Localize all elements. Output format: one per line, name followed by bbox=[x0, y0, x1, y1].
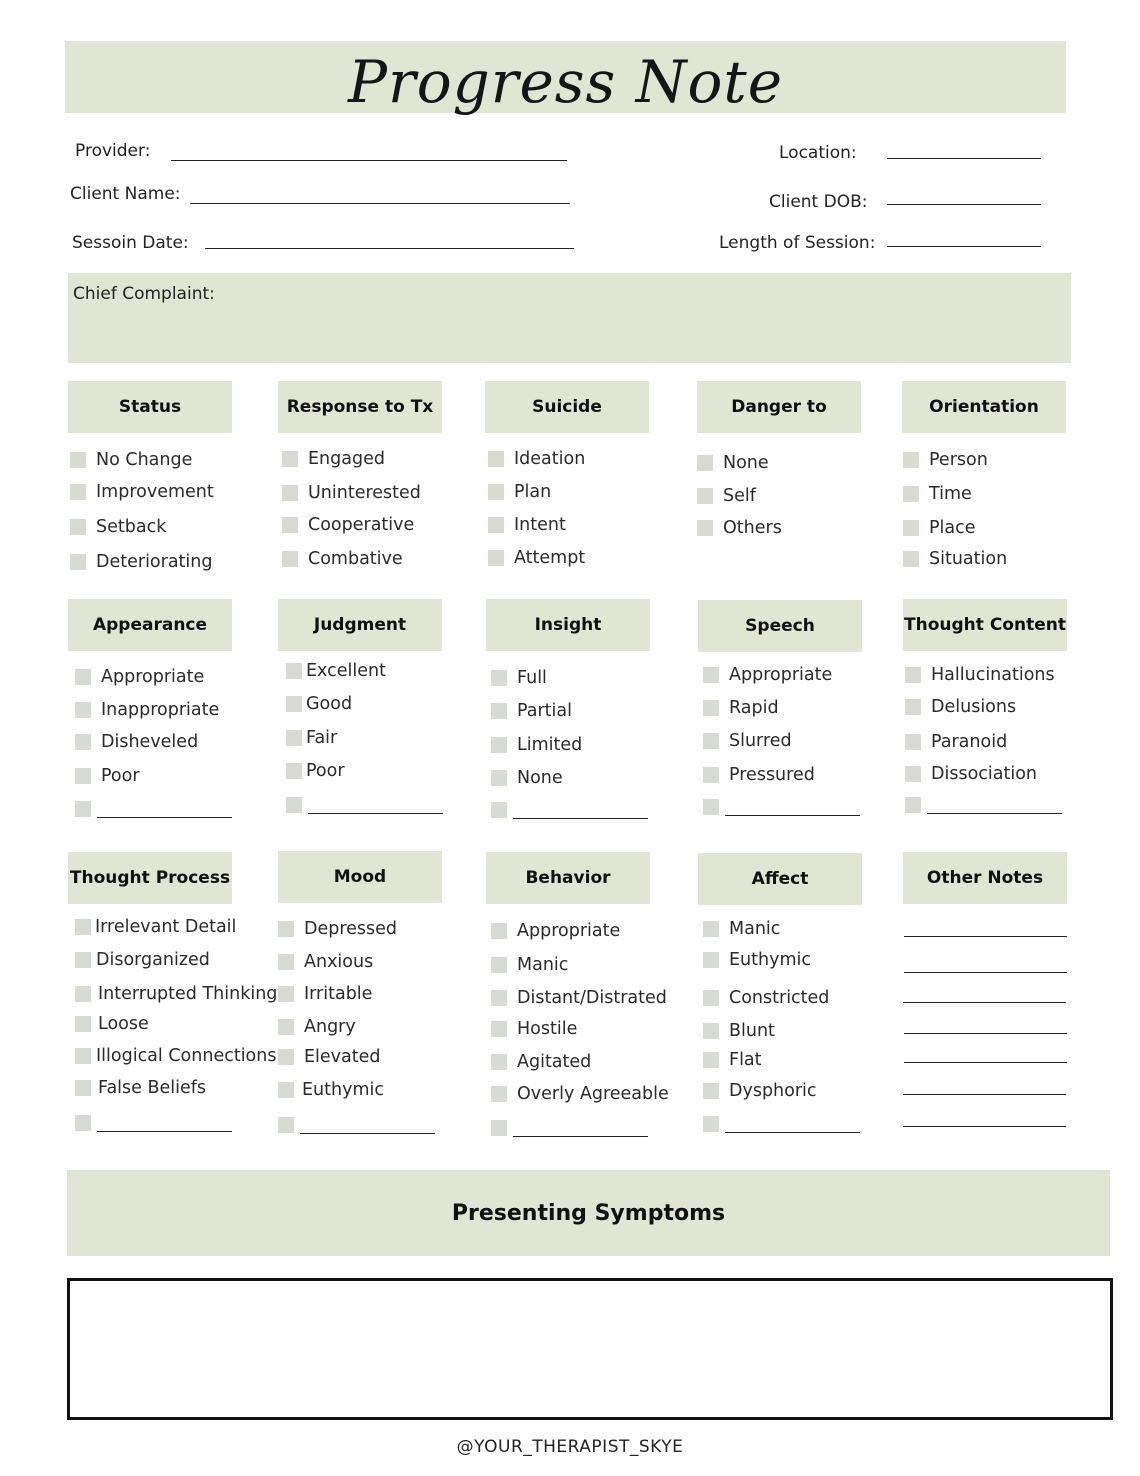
checkbox[interactable] bbox=[703, 733, 719, 749]
blank-line[interactable] bbox=[97, 817, 232, 818]
checkbox[interactable] bbox=[491, 923, 507, 939]
checkbox[interactable] bbox=[286, 696, 302, 712]
checkbox[interactable] bbox=[278, 1049, 294, 1065]
thought-process-item-false-beliefs[interactable]: False Beliefs bbox=[75, 1077, 206, 1099]
checkbox[interactable] bbox=[70, 519, 86, 535]
note-line[interactable] bbox=[903, 1094, 1066, 1095]
checkbox[interactable] bbox=[278, 1019, 294, 1035]
status-header: Status bbox=[68, 381, 232, 433]
affect-item-manic[interactable]: Manic bbox=[703, 918, 780, 940]
orientation-header: Orientation bbox=[902, 381, 1066, 433]
checkbox[interactable] bbox=[703, 921, 719, 937]
affect-item-flat[interactable]: Flat bbox=[703, 1049, 762, 1071]
checkbox[interactable] bbox=[703, 667, 719, 683]
checkbox[interactable] bbox=[903, 486, 919, 502]
note-line[interactable] bbox=[904, 1062, 1067, 1063]
appearance-item-other[interactable] bbox=[75, 798, 232, 820]
behavior-item-appropriate[interactable]: Appropriate bbox=[491, 920, 620, 942]
insight-item-limited[interactable]: Limited bbox=[491, 734, 582, 756]
checkbox[interactable] bbox=[703, 1052, 719, 1068]
insight-item-partial[interactable]: Partial bbox=[491, 700, 572, 722]
checkbox[interactable] bbox=[697, 520, 713, 536]
checkbox[interactable] bbox=[905, 797, 921, 813]
insight-item-other[interactable] bbox=[491, 799, 648, 821]
behavior-item-overly-agreeable[interactable]: Overly Agreeable bbox=[491, 1083, 669, 1105]
appearance-header: Appearance bbox=[68, 599, 232, 651]
title-band bbox=[65, 41, 1066, 116]
thought-content-item-paranoid[interactable]: Paranoid bbox=[905, 731, 1007, 753]
thought-content-item-hallucinations[interactable]: Hallucinations bbox=[905, 664, 1055, 686]
checkbox[interactable] bbox=[75, 986, 91, 1002]
affect-item-dysphoric[interactable]: Dysphoric bbox=[703, 1080, 817, 1102]
orientation-item-time[interactable]: Time bbox=[903, 483, 972, 505]
thought-content-header: Thought Content bbox=[903, 599, 1067, 651]
judgment-item-other[interactable] bbox=[286, 794, 443, 816]
checkbox[interactable] bbox=[905, 734, 921, 750]
checkbox[interactable] bbox=[286, 730, 302, 746]
location-field[interactable] bbox=[887, 158, 1041, 159]
checkbox[interactable] bbox=[491, 703, 507, 719]
client-dob-label: Client DOB: bbox=[769, 192, 868, 212]
behavior-item-hostile[interactable]: Hostile bbox=[491, 1018, 577, 1040]
checkbox[interactable] bbox=[286, 797, 302, 813]
checkbox[interactable] bbox=[278, 1117, 294, 1133]
note-line[interactable] bbox=[904, 1033, 1067, 1034]
blank-line[interactable] bbox=[300, 1133, 435, 1134]
checkbox[interactable] bbox=[491, 737, 507, 753]
checkbox[interactable] bbox=[703, 767, 719, 783]
checkbox[interactable] bbox=[75, 669, 91, 685]
checkbox[interactable] bbox=[703, 1116, 719, 1132]
chief-complaint-box[interactable] bbox=[68, 273, 1071, 363]
session-date-label: Sessoin Date: bbox=[72, 233, 189, 253]
suicide-item-ideation[interactable]: Ideation bbox=[488, 448, 585, 470]
checkbox[interactable] bbox=[703, 799, 719, 815]
checkbox[interactable] bbox=[75, 702, 91, 718]
mood-item-elevated[interactable]: Elevated bbox=[278, 1046, 381, 1068]
checkbox[interactable] bbox=[491, 1086, 507, 1102]
checkbox[interactable] bbox=[491, 802, 507, 818]
blank-line[interactable] bbox=[927, 813, 1062, 814]
checkbox[interactable] bbox=[903, 520, 919, 536]
checkbox[interactable] bbox=[282, 485, 298, 501]
status-item-no-change[interactable]: No Change bbox=[70, 449, 192, 471]
mood-item-irritable[interactable]: Irritable bbox=[278, 983, 372, 1005]
note-line[interactable] bbox=[903, 1126, 1066, 1127]
mood-item-other[interactable] bbox=[278, 1114, 435, 1136]
suicide-item-attempt[interactable]: Attempt bbox=[488, 547, 585, 569]
location-label: Location: bbox=[779, 143, 857, 163]
danger-item-none[interactable]: None bbox=[697, 452, 769, 474]
orientation-item-place[interactable]: Place bbox=[903, 517, 976, 539]
checkbox[interactable] bbox=[905, 766, 921, 782]
judgment-item-excellent[interactable]: Excellent bbox=[286, 660, 386, 682]
status-item-setback[interactable]: Setback bbox=[70, 516, 166, 538]
checkbox[interactable] bbox=[75, 768, 91, 784]
checkbox[interactable] bbox=[278, 954, 294, 970]
checkbox[interactable] bbox=[703, 1083, 719, 1099]
chief-complaint-label: Chief Complaint: bbox=[73, 284, 215, 304]
checkbox[interactable] bbox=[70, 452, 86, 468]
presenting-symptoms-box[interactable] bbox=[67, 1278, 1113, 1420]
checkbox[interactable] bbox=[491, 990, 507, 1006]
checkbox[interactable] bbox=[278, 986, 294, 1002]
checkbox[interactable] bbox=[491, 770, 507, 786]
checkbox[interactable] bbox=[488, 517, 504, 533]
response-item-cooperative[interactable]: Cooperative bbox=[282, 514, 414, 536]
footer-handle: @YOUR_THERAPIST_SKYE bbox=[456, 1437, 684, 1457]
danger-to-header: Danger to bbox=[697, 381, 861, 433]
checkbox[interactable] bbox=[286, 663, 302, 679]
checkbox[interactable] bbox=[491, 957, 507, 973]
checkbox[interactable] bbox=[75, 1080, 91, 1096]
mood-item-depressed[interactable]: Depressed bbox=[278, 918, 397, 940]
checkbox[interactable] bbox=[75, 952, 91, 968]
presenting-symptoms-band bbox=[67, 1170, 1110, 1256]
session-date-field[interactable] bbox=[205, 248, 574, 249]
provider-label: Provider: bbox=[75, 141, 151, 161]
behavior-item-manic[interactable]: Manic bbox=[491, 954, 568, 976]
judgment-item-poor[interactable]: Poor bbox=[286, 760, 345, 782]
response-item-engaged[interactable]: Engaged bbox=[282, 448, 385, 470]
checkbox[interactable] bbox=[282, 517, 298, 533]
mood-item-angry[interactable]: Angry bbox=[278, 1016, 356, 1038]
thought-process-item-other[interactable] bbox=[75, 1112, 232, 1134]
danger-item-others[interactable]: Others bbox=[697, 517, 782, 539]
thought-content-item-dissociation[interactable]: Dissociation bbox=[905, 763, 1037, 785]
checkbox[interactable] bbox=[903, 551, 919, 567]
note-line[interactable] bbox=[904, 972, 1067, 973]
checkbox[interactable] bbox=[70, 484, 86, 500]
checkbox[interactable] bbox=[488, 484, 504, 500]
blank-line[interactable] bbox=[725, 1132, 860, 1133]
orientation-item-person[interactable]: Person bbox=[903, 449, 988, 471]
thought-process-item-disorganized[interactable]: Disorganized bbox=[75, 949, 210, 971]
blank-line[interactable] bbox=[725, 815, 860, 816]
suicide-item-intent[interactable]: Intent bbox=[488, 514, 566, 536]
speech-header: Speech bbox=[698, 600, 862, 652]
affect-item-euthymic[interactable]: Euthymic bbox=[703, 949, 811, 971]
checkbox[interactable] bbox=[703, 990, 719, 1006]
behavior-header: Behavior bbox=[486, 852, 650, 904]
judgment-item-fair[interactable]: Fair bbox=[286, 727, 337, 749]
speech-item-pressured[interactable]: Pressured bbox=[703, 764, 815, 786]
checkbox[interactable] bbox=[697, 488, 713, 504]
checkbox[interactable] bbox=[75, 1115, 91, 1131]
note-line[interactable] bbox=[904, 936, 1067, 937]
checkbox[interactable] bbox=[282, 551, 298, 567]
checkbox[interactable] bbox=[75, 734, 91, 750]
thought-process-header: Thought Process bbox=[68, 852, 232, 904]
client-dob-field[interactable] bbox=[887, 204, 1041, 205]
checkbox[interactable] bbox=[697, 455, 713, 471]
checkbox[interactable] bbox=[703, 1023, 719, 1039]
response-to-tx-header: Response to Tx bbox=[278, 381, 442, 433]
behavior-item-distant[interactable]: Distant/Distrated bbox=[491, 987, 667, 1009]
checkbox[interactable] bbox=[488, 550, 504, 566]
mood-item-euthymic[interactable]: Euthymic bbox=[278, 1079, 384, 1101]
thought-process-item-irrelevant-detail[interactable]: Irrelevant Detail bbox=[75, 916, 236, 938]
affect-item-constricted[interactable]: Constricted bbox=[703, 987, 829, 1009]
checkbox[interactable] bbox=[75, 801, 91, 817]
orientation-item-situation[interactable]: Situation bbox=[903, 548, 1007, 570]
thought-content-item-delusions[interactable]: Delusions bbox=[905, 696, 1016, 718]
provider-field[interactable] bbox=[171, 160, 567, 161]
checkbox[interactable] bbox=[491, 1120, 507, 1136]
blank-line[interactable] bbox=[513, 1136, 648, 1137]
speech-item-rapid[interactable]: Rapid bbox=[703, 697, 779, 719]
blank-line[interactable] bbox=[513, 818, 648, 819]
checkbox[interactable] bbox=[278, 1082, 294, 1098]
mood-header: Mood bbox=[278, 851, 442, 903]
judgment-item-good[interactable]: Good bbox=[286, 693, 352, 715]
checkbox[interactable] bbox=[282, 451, 298, 467]
page-title: Progress Note bbox=[347, 48, 784, 116]
checkbox[interactable] bbox=[903, 452, 919, 468]
speech-item-appropriate[interactable]: Appropriate bbox=[703, 664, 832, 686]
session-length-field[interactable] bbox=[887, 246, 1041, 247]
checkbox[interactable] bbox=[488, 451, 504, 467]
checkbox[interactable] bbox=[286, 763, 302, 779]
insight-item-none[interactable]: None bbox=[491, 767, 563, 789]
speech-item-slurred[interactable]: Slurred bbox=[703, 730, 792, 752]
checkbox[interactable] bbox=[703, 700, 719, 716]
checkbox[interactable] bbox=[491, 1054, 507, 1070]
speech-item-other[interactable] bbox=[703, 796, 860, 818]
checkbox[interactable] bbox=[905, 667, 921, 683]
checkbox[interactable] bbox=[75, 1048, 91, 1064]
insight-item-full[interactable]: Full bbox=[491, 667, 547, 689]
other-notes-header: Other Notes bbox=[903, 852, 1067, 904]
thought-content-item-other[interactable] bbox=[905, 794, 1062, 816]
thought-process-item-loose[interactable]: Loose bbox=[75, 1013, 149, 1035]
appearance-item-disheveled[interactable]: Disheveled bbox=[75, 731, 198, 753]
client-name-field[interactable] bbox=[190, 203, 570, 204]
mood-item-anxious[interactable]: Anxious bbox=[278, 951, 373, 973]
affect-header: Affect bbox=[698, 853, 862, 905]
checkbox[interactable] bbox=[278, 921, 294, 937]
appearance-item-poor[interactable]: Poor bbox=[75, 765, 140, 787]
affect-item-blunt[interactable]: Blunt bbox=[703, 1020, 775, 1042]
judgment-header: Judgment bbox=[278, 599, 442, 651]
client-name-label: Client Name: bbox=[70, 184, 181, 204]
affect-item-other[interactable] bbox=[703, 1113, 860, 1135]
behavior-item-agitated[interactable]: Agitated bbox=[491, 1051, 591, 1073]
checkbox[interactable] bbox=[491, 1021, 507, 1037]
checkbox[interactable] bbox=[70, 554, 86, 570]
session-length-label: Length of Session: bbox=[719, 233, 876, 253]
thought-process-item-interrupted-thinking[interactable]: Interrupted Thinking bbox=[75, 983, 277, 1005]
presenting-symptoms-title: Presenting Symptoms bbox=[451, 1200, 726, 1226]
checkbox[interactable] bbox=[703, 952, 719, 968]
checkbox[interactable] bbox=[75, 1016, 91, 1032]
appearance-item-inappropriate[interactable]: Inappropriate bbox=[75, 699, 219, 721]
suicide-header: Suicide bbox=[485, 381, 649, 433]
status-item-improvement[interactable]: Improvement bbox=[70, 481, 214, 503]
behavior-item-other[interactable] bbox=[491, 1117, 648, 1139]
checkbox[interactable] bbox=[491, 670, 507, 686]
blank-line[interactable] bbox=[97, 1131, 232, 1132]
checkbox[interactable] bbox=[75, 919, 91, 935]
response-item-uninterested[interactable]: Uninterested bbox=[282, 482, 421, 504]
appearance-item-appropriate[interactable]: Appropriate bbox=[75, 666, 204, 688]
status-item-deteriorating[interactable]: Deteriorating bbox=[70, 551, 212, 573]
suicide-item-plan[interactable]: Plan bbox=[488, 481, 551, 503]
note-line[interactable] bbox=[903, 1002, 1066, 1003]
checkbox[interactable] bbox=[905, 699, 921, 715]
response-item-combative[interactable]: Combative bbox=[282, 548, 403, 570]
danger-item-self[interactable]: Self bbox=[697, 485, 756, 507]
insight-header: Insight bbox=[486, 599, 650, 651]
blank-line[interactable] bbox=[308, 813, 443, 814]
thought-process-item-illogical-connections[interactable]: Illogical Connections bbox=[75, 1045, 276, 1067]
